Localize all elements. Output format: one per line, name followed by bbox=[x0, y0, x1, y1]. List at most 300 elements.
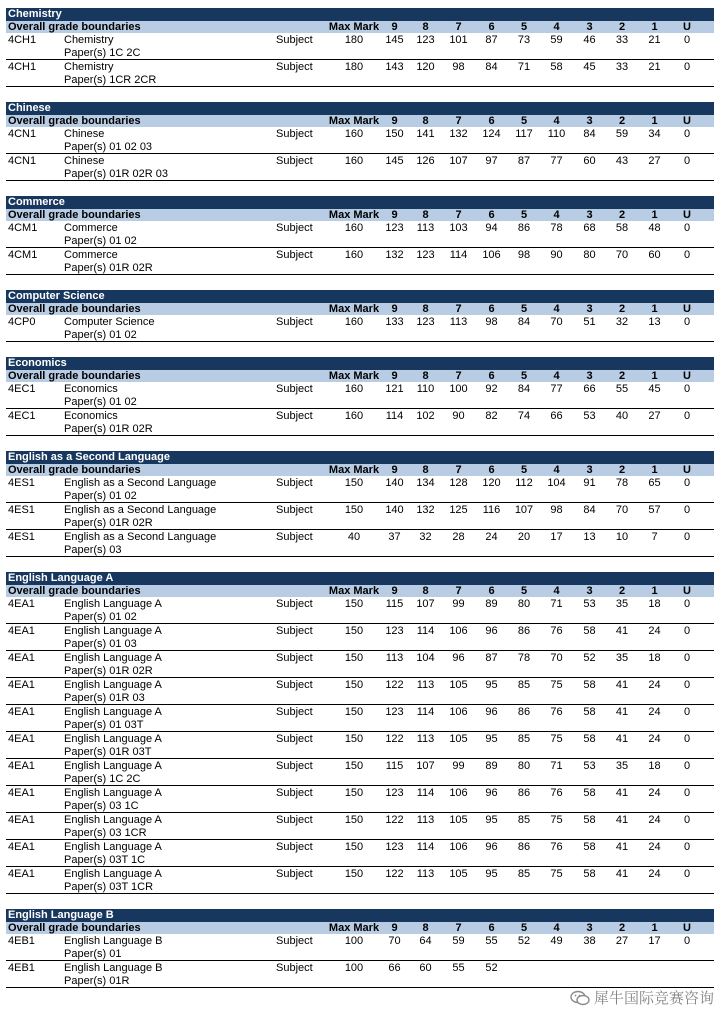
boundary-row bbox=[6, 409, 714, 436]
subject-name: Economics bbox=[64, 410, 118, 422]
subject-name: English Language B bbox=[64, 962, 163, 974]
grade-value: 123 bbox=[385, 222, 404, 234]
subject-code: 4EA1 bbox=[8, 652, 35, 664]
grade-header: 5 bbox=[520, 209, 528, 221]
grade-value: 41 bbox=[615, 787, 629, 799]
paper-list: Paper(s) 01R 03 bbox=[64, 692, 145, 704]
boundary-row bbox=[6, 315, 714, 342]
grade-header: 4 bbox=[553, 585, 560, 597]
grade-header: 1 bbox=[651, 115, 658, 127]
grade-value: 0 bbox=[683, 34, 691, 46]
paper-list: Paper(s) 01R 02R bbox=[64, 262, 153, 274]
max-mark: 160 bbox=[344, 249, 364, 261]
grade-value: 58 bbox=[550, 61, 563, 73]
grade-value: 84 bbox=[583, 128, 596, 140]
grade-value: 106 bbox=[449, 706, 468, 718]
subject-code: 4ES1 bbox=[8, 504, 35, 516]
subject-name: English as a Second Language bbox=[64, 531, 217, 543]
grade-value: 52 bbox=[583, 652, 596, 664]
grade-value: 106 bbox=[449, 625, 468, 637]
grade-header: U bbox=[683, 922, 691, 934]
subject-code: 4EC1 bbox=[8, 383, 36, 395]
level-type: Subject bbox=[276, 814, 313, 826]
grade-value: 123 bbox=[385, 625, 404, 637]
grade-value: 0 bbox=[683, 128, 691, 140]
level-type: Subject bbox=[276, 155, 313, 167]
subject-name: English Language A bbox=[64, 733, 162, 745]
level-type: Subject bbox=[276, 868, 313, 880]
level-type: Subject bbox=[276, 383, 313, 395]
grade-header-row bbox=[6, 922, 714, 934]
max-mark: 150 bbox=[344, 868, 364, 880]
subject-title-cell bbox=[64, 383, 276, 409]
grade-value: 140 bbox=[385, 477, 404, 489]
subject-title: English Language A bbox=[6, 572, 714, 585]
grade-value: 52 bbox=[517, 935, 531, 947]
grade-value: 76 bbox=[550, 841, 563, 853]
grade-value: 114 bbox=[449, 249, 468, 261]
grade-value: 91 bbox=[583, 477, 596, 489]
subject-title-cell bbox=[64, 249, 276, 275]
subject-title: Chemistry bbox=[6, 8, 714, 21]
grade-value: 80 bbox=[517, 598, 531, 610]
grade-value: 123 bbox=[416, 316, 435, 328]
subject-title-cell bbox=[64, 814, 276, 840]
grade-value bbox=[573, 962, 606, 988]
grade-value: 58 bbox=[583, 706, 596, 718]
grade-header: 6 bbox=[488, 922, 495, 934]
grade-value: 41 bbox=[615, 814, 629, 826]
grade-value: 0 bbox=[683, 598, 691, 610]
grade-value: 0 bbox=[683, 155, 691, 167]
grade-value: 97 bbox=[485, 155, 498, 167]
grade-value: 0 bbox=[683, 760, 691, 772]
overall-grade-boundaries-label: Overall grade boundaries bbox=[8, 115, 141, 127]
grade-value: 0 bbox=[683, 679, 691, 691]
paper-list: Paper(s) 01R 02R bbox=[64, 517, 153, 529]
grade-value: 89 bbox=[485, 760, 498, 772]
subject-name: Commerce bbox=[64, 249, 118, 261]
grade-value: 143 bbox=[385, 61, 404, 73]
subject-code: 4ES1 bbox=[8, 477, 35, 489]
level-type: Subject bbox=[276, 935, 313, 947]
grade-value: 0 bbox=[683, 504, 691, 516]
grade-value: 86 bbox=[517, 841, 531, 853]
grade-value: 85 bbox=[517, 679, 531, 691]
grade-value: 18 bbox=[648, 652, 661, 664]
boundary-row bbox=[6, 476, 714, 503]
subject-code: 4CP0 bbox=[8, 316, 36, 328]
subject-title-cell bbox=[64, 652, 276, 678]
max-mark-header: Max Mark bbox=[328, 585, 380, 597]
grade-header: 4 bbox=[553, 115, 560, 127]
grade-value: 0 bbox=[683, 706, 691, 718]
grade-boundaries-document bbox=[6, 8, 714, 988]
max-mark-header: Max Mark bbox=[328, 303, 380, 315]
grade-value: 140 bbox=[385, 504, 404, 516]
grade-header: 9 bbox=[391, 464, 398, 476]
grade-value: 113 bbox=[385, 652, 404, 664]
grade-value: 86 bbox=[517, 706, 531, 718]
grade-header: 2 bbox=[618, 115, 626, 127]
grade-header-row bbox=[6, 209, 714, 221]
overall-grade-boundaries-label: Overall grade boundaries bbox=[8, 370, 141, 382]
grade-value: 115 bbox=[385, 760, 404, 772]
grade-value: 58 bbox=[583, 841, 596, 853]
paper-list: Paper(s) 01 03T bbox=[64, 719, 144, 731]
grade-value: 100 bbox=[449, 383, 468, 395]
section-gap bbox=[6, 557, 714, 572]
subject-name: English Language A bbox=[64, 841, 162, 853]
grade-value: 71 bbox=[550, 598, 563, 610]
grade-value: 95 bbox=[485, 679, 498, 691]
grade-header: 7 bbox=[455, 209, 462, 221]
grade-header: 2 bbox=[618, 209, 626, 221]
subject-title: English Language B bbox=[6, 909, 714, 922]
grade-header: 9 bbox=[391, 115, 398, 127]
grade-header: 8 bbox=[422, 209, 429, 221]
grade-header: 3 bbox=[586, 370, 593, 382]
max-mark: 150 bbox=[344, 504, 364, 516]
grade-header: U bbox=[683, 464, 691, 476]
boundary-row bbox=[6, 678, 714, 705]
grade-value: 114 bbox=[385, 410, 404, 422]
grade-value: 90 bbox=[452, 410, 465, 422]
subject-title-cell bbox=[64, 155, 276, 181]
subject-title-cell bbox=[64, 787, 276, 813]
grade-value: 33 bbox=[615, 34, 629, 46]
grade-header: 6 bbox=[488, 585, 495, 597]
grade-value: 99 bbox=[452, 598, 465, 610]
level-type: Subject bbox=[276, 652, 313, 664]
grade-value: 58 bbox=[583, 868, 596, 880]
grade-header: U bbox=[683, 585, 691, 597]
paper-list: Paper(s) 01R 02R bbox=[64, 423, 153, 435]
subject-title-cell bbox=[64, 222, 276, 248]
grade-value: 18 bbox=[648, 598, 661, 610]
grade-value: 85 bbox=[517, 814, 531, 826]
grade-value: 0 bbox=[683, 249, 691, 261]
subject-title-cell bbox=[64, 504, 276, 530]
subject-name: Chemistry bbox=[64, 34, 114, 46]
subject-title: Chinese bbox=[6, 102, 714, 115]
subject-code: 4EA1 bbox=[8, 733, 35, 745]
grade-value: 103 bbox=[449, 222, 468, 234]
paper-list: Paper(s) 1C 2C bbox=[64, 47, 141, 59]
paper-list: Paper(s) 01R 03T bbox=[64, 746, 152, 758]
max-mark: 100 bbox=[344, 962, 364, 974]
paper-list: Paper(s) 01 bbox=[64, 948, 122, 960]
grade-value: 107 bbox=[449, 155, 468, 167]
paper-list: Paper(s) 01R 02R bbox=[64, 665, 153, 677]
subject-code: 4CM1 bbox=[8, 249, 38, 261]
subject-code: 4EA1 bbox=[8, 679, 35, 691]
level-type: Subject bbox=[276, 249, 313, 261]
grade-value: 114 bbox=[416, 706, 435, 718]
grade-value: 95 bbox=[485, 733, 498, 745]
grade-value: 76 bbox=[550, 706, 563, 718]
grade-header-row bbox=[6, 21, 714, 33]
grade-value: 105 bbox=[449, 814, 468, 826]
grade-header: 2 bbox=[618, 21, 626, 33]
grade-header: 5 bbox=[520, 370, 528, 382]
grade-value: 17 bbox=[550, 531, 563, 543]
boundary-row bbox=[6, 867, 714, 894]
grade-value: 99 bbox=[452, 760, 465, 772]
grade-header: 5 bbox=[520, 922, 528, 934]
max-mark-header: Max Mark bbox=[328, 370, 380, 382]
grade-value: 17 bbox=[648, 935, 661, 947]
level-type: Subject bbox=[276, 128, 313, 140]
grade-value: 101 bbox=[449, 34, 468, 46]
grade-value: 87 bbox=[517, 155, 531, 167]
grade-value: 71 bbox=[517, 61, 531, 73]
grade-value: 58 bbox=[615, 222, 629, 234]
boundary-row bbox=[6, 221, 714, 248]
grade-value: 68 bbox=[583, 222, 596, 234]
section-gap bbox=[6, 436, 714, 451]
subject-name: Commerce bbox=[64, 222, 118, 234]
grade-value bbox=[671, 962, 703, 988]
grade-value: 18 bbox=[648, 760, 661, 772]
subject-section bbox=[6, 909, 714, 988]
grade-header: 8 bbox=[422, 21, 429, 33]
paper-list: Paper(s) 01 02 bbox=[64, 329, 137, 341]
grade-value: 113 bbox=[416, 679, 435, 691]
grade-header: 5 bbox=[520, 303, 528, 315]
grade-value: 41 bbox=[615, 706, 629, 718]
grade-value: 105 bbox=[449, 679, 468, 691]
grade-value: 106 bbox=[449, 841, 468, 853]
grade-header: 4 bbox=[553, 21, 560, 33]
max-mark: 150 bbox=[344, 598, 364, 610]
grade-value: 59 bbox=[550, 34, 563, 46]
grade-value: 45 bbox=[648, 383, 661, 395]
grade-value: 115 bbox=[385, 598, 404, 610]
grade-value: 74 bbox=[517, 410, 531, 422]
grade-value: 76 bbox=[550, 787, 563, 799]
grade-value: 24 bbox=[648, 679, 661, 691]
boundary-row bbox=[6, 597, 714, 624]
grade-value: 51 bbox=[583, 316, 596, 328]
subject-name: English as a Second Language bbox=[64, 477, 217, 489]
paper-list: Paper(s) 03 1CR bbox=[64, 827, 147, 839]
grade-value: 0 bbox=[683, 652, 691, 664]
grade-header: 1 bbox=[651, 585, 658, 597]
subject-title-cell bbox=[64, 61, 276, 87]
grade-value bbox=[638, 962, 671, 988]
paper-list: Paper(s) 03T 1CR bbox=[64, 881, 154, 893]
grade-value: 70 bbox=[550, 652, 563, 664]
grade-value: 0 bbox=[683, 410, 691, 422]
grade-value: 66 bbox=[550, 410, 563, 422]
subject-name: Chinese bbox=[64, 155, 105, 167]
grade-value: 98 bbox=[550, 504, 563, 516]
grade-value: 59 bbox=[615, 128, 629, 140]
grade-value: 104 bbox=[547, 477, 566, 489]
grade-value: 123 bbox=[385, 787, 404, 799]
max-mark: 160 bbox=[344, 410, 364, 422]
subject-code: 4EA1 bbox=[8, 841, 35, 853]
max-mark-header: Max Mark bbox=[328, 21, 380, 33]
grade-value: 124 bbox=[482, 128, 501, 140]
grade-value: 24 bbox=[648, 706, 661, 718]
grade-value: 37 bbox=[388, 531, 401, 543]
subject-code: 4EA1 bbox=[8, 787, 35, 799]
grade-value: 107 bbox=[416, 760, 435, 772]
grade-header: 5 bbox=[520, 21, 528, 33]
max-mark: 160 bbox=[344, 383, 364, 395]
subject-name: English Language A bbox=[64, 814, 162, 826]
boundary-row bbox=[6, 154, 714, 181]
grade-value: 13 bbox=[648, 316, 661, 328]
grade-value: 114 bbox=[416, 625, 435, 637]
grade-value: 35 bbox=[615, 598, 629, 610]
subject-title-cell bbox=[64, 706, 276, 732]
grade-header: 3 bbox=[586, 464, 593, 476]
grade-header: 3 bbox=[586, 303, 593, 315]
subject-title-cell bbox=[64, 410, 276, 436]
grade-value: 35 bbox=[615, 760, 629, 772]
level-type: Subject bbox=[276, 733, 313, 745]
level-type: Subject bbox=[276, 531, 313, 543]
subject-name: English Language A bbox=[64, 652, 162, 664]
max-mark: 150 bbox=[344, 733, 364, 745]
boundary-row bbox=[6, 624, 714, 651]
grade-header: 7 bbox=[455, 115, 462, 127]
subject-title-cell bbox=[64, 733, 276, 759]
grade-value: 78 bbox=[517, 652, 531, 664]
grade-value: 122 bbox=[385, 733, 404, 745]
subject-title-cell bbox=[64, 679, 276, 705]
grade-value bbox=[540, 962, 573, 988]
grade-header: 7 bbox=[455, 464, 462, 476]
grade-value: 98 bbox=[452, 61, 465, 73]
subject-code: 4CN1 bbox=[8, 155, 37, 167]
grade-value: 58 bbox=[583, 733, 596, 745]
grade-value: 84 bbox=[517, 383, 531, 395]
grade-header: 1 bbox=[651, 922, 658, 934]
max-mark: 180 bbox=[344, 34, 364, 46]
boundary-row bbox=[6, 961, 714, 988]
grade-value: 82 bbox=[485, 410, 498, 422]
grade-value: 66 bbox=[388, 962, 401, 974]
max-mark: 160 bbox=[344, 316, 364, 328]
grade-header: 4 bbox=[553, 303, 560, 315]
grade-value: 24 bbox=[648, 841, 661, 853]
subject-title-cell bbox=[64, 531, 276, 557]
grade-header: U bbox=[683, 209, 691, 221]
subject-title-cell bbox=[64, 625, 276, 651]
grade-value: 41 bbox=[615, 679, 629, 691]
boundary-row bbox=[6, 651, 714, 678]
grade-value: 121 bbox=[385, 383, 404, 395]
grade-value: 49 bbox=[550, 935, 563, 947]
level-type: Subject bbox=[276, 962, 313, 974]
paper-list: Paper(s) 03 1C bbox=[64, 800, 139, 812]
grade-value: 98 bbox=[485, 316, 498, 328]
grade-value: 33 bbox=[615, 61, 629, 73]
subject-name: Computer Science bbox=[64, 316, 155, 328]
grade-value: 85 bbox=[517, 733, 531, 745]
level-type: Subject bbox=[276, 598, 313, 610]
grade-value bbox=[508, 962, 540, 988]
grade-header: U bbox=[683, 21, 691, 33]
subject-code: 4ES1 bbox=[8, 531, 35, 543]
grade-header: 1 bbox=[651, 464, 658, 476]
subject-title: Economics bbox=[6, 357, 714, 370]
subject-name: Chinese bbox=[64, 128, 105, 140]
paper-list: Paper(s) 01 02 bbox=[64, 396, 137, 408]
subject-title-cell bbox=[64, 128, 276, 154]
grade-header: 9 bbox=[391, 585, 398, 597]
grade-value: 0 bbox=[683, 733, 691, 745]
grade-header: U bbox=[683, 115, 691, 127]
grade-value: 0 bbox=[683, 222, 691, 234]
max-mark: 150 bbox=[344, 841, 364, 853]
paper-list: Paper(s) 01 02 bbox=[64, 611, 137, 623]
grade-header: 8 bbox=[422, 370, 429, 382]
grade-value: 38 bbox=[583, 935, 596, 947]
grade-value: 87 bbox=[485, 652, 498, 664]
boundary-row bbox=[6, 530, 714, 557]
grade-value: 145 bbox=[385, 34, 404, 46]
paper-list: Paper(s) 01R bbox=[64, 975, 130, 987]
grade-value: 80 bbox=[583, 249, 596, 261]
grade-value: 53 bbox=[583, 410, 596, 422]
grade-value: 55 bbox=[485, 935, 498, 947]
grade-header: 8 bbox=[422, 922, 429, 934]
boundary-row bbox=[6, 33, 714, 60]
grade-value: 96 bbox=[485, 787, 498, 799]
grade-value: 85 bbox=[517, 868, 531, 880]
grade-header: 5 bbox=[520, 115, 528, 127]
level-type: Subject bbox=[276, 222, 313, 234]
grade-value: 0 bbox=[683, 316, 691, 328]
grade-value: 80 bbox=[517, 760, 531, 772]
grade-value: 122 bbox=[385, 868, 404, 880]
grade-value: 113 bbox=[416, 814, 435, 826]
grade-header-row bbox=[6, 585, 714, 597]
paper-list: Paper(s) 03T 1C bbox=[64, 854, 146, 866]
max-mark: 160 bbox=[344, 155, 364, 167]
grade-value: 0 bbox=[683, 935, 691, 947]
subject-name: English Language A bbox=[64, 868, 162, 880]
grade-value: 0 bbox=[683, 61, 691, 73]
subject-code: 4EA1 bbox=[8, 598, 35, 610]
grade-value: 107 bbox=[416, 598, 435, 610]
grade-value: 86 bbox=[517, 625, 531, 637]
grade-value: 87 bbox=[485, 34, 498, 46]
grade-header-row bbox=[6, 303, 714, 315]
grade-value: 132 bbox=[385, 249, 404, 261]
grade-value: 113 bbox=[416, 868, 435, 880]
subject-code: 4CM1 bbox=[8, 222, 38, 234]
subject-code: 4EA1 bbox=[8, 625, 35, 637]
section-gap bbox=[6, 342, 714, 357]
subject-title-cell bbox=[64, 316, 276, 342]
grade-header: 6 bbox=[488, 464, 495, 476]
grade-header: 1 bbox=[651, 370, 658, 382]
grade-value: 95 bbox=[485, 868, 498, 880]
subject-code: 4EA1 bbox=[8, 814, 35, 826]
boundary-row bbox=[6, 127, 714, 154]
grade-value: 106 bbox=[482, 249, 501, 261]
max-mark: 160 bbox=[344, 128, 364, 140]
subject-name: English Language A bbox=[64, 760, 162, 772]
max-mark: 160 bbox=[344, 222, 364, 234]
grade-value: 96 bbox=[485, 841, 498, 853]
